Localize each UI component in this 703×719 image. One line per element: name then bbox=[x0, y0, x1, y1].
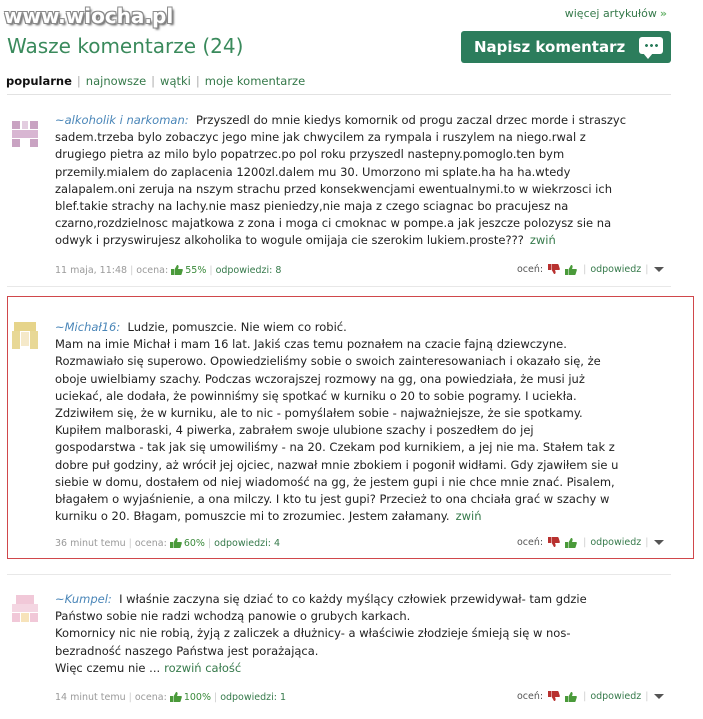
comment-divider bbox=[7, 286, 671, 287]
comment-author[interactable]: ~Kumpel: bbox=[55, 592, 112, 606]
rate-label: oceń: bbox=[517, 537, 544, 548]
replies-link[interactable]: odpowiedzi: 8 bbox=[215, 265, 282, 276]
more-articles-link[interactable] bbox=[565, 7, 667, 20]
collapse-link[interactable]: zwiń bbox=[455, 509, 482, 524]
avatar bbox=[8, 117, 42, 151]
collapse-link[interactable]: zwiń bbox=[529, 233, 556, 248]
thumbs-up-icon bbox=[170, 537, 182, 548]
reply-link[interactable]: odpowiedz bbox=[590, 264, 642, 275]
comment-line: błagałem o wyjaśnienie, a ona milczy. I kto tu jest gupi? Przecież to ona chciała grać w szachy w bbox=[55, 492, 610, 507]
thumbs-up-icon bbox=[170, 691, 182, 702]
rate-label: oceń: bbox=[517, 691, 544, 702]
rating-label: ocena: bbox=[134, 692, 167, 703]
comment-line: I właśnie zaczyna się dziać to co każdy myślący człowiek przewidywał- tam gdzie bbox=[119, 592, 587, 606]
reply-link[interactable]: odpowiedz bbox=[590, 691, 642, 702]
chevron-right-icon: » bbox=[659, 7, 667, 20]
thumbs-down-icon[interactable] bbox=[548, 264, 560, 275]
tab-najnowsze[interactable]: najnowsze bbox=[85, 74, 147, 88]
thumbs-up-icon bbox=[171, 264, 183, 275]
rating-value: 55% bbox=[185, 265, 207, 276]
comment-sort-tabs: popularne | najnowsze | wątki | moje komentarze bbox=[6, 74, 306, 88]
comment-line: Rozmawiało się superowo. Opowiedzieliśmy sobie o swoich zainteresowaniach i okazało się, że bbox=[55, 354, 601, 369]
comment-line: Kupiłem malboraski, 4 piwerka, zabrałem swoje ulubione szachy i poszedłem do jej bbox=[55, 423, 534, 438]
comment-bubble-icon bbox=[639, 37, 663, 54]
avatar bbox=[8, 592, 42, 626]
rating-value: 60% bbox=[183, 538, 205, 549]
tab-moje-komentarze[interactable]: moje komentarze bbox=[204, 74, 306, 88]
comment-line: Więc czemu nie ... bbox=[55, 660, 161, 675]
write-comment-label: Napisz komentarz bbox=[474, 38, 626, 56]
thumbs-down-icon[interactable] bbox=[548, 537, 560, 548]
comment-line: Państwo sobie nie radzi wchodzą panowie o grubych karkach. bbox=[55, 609, 411, 624]
comment-line: kurniku o 20. Błagam, pomuszcie mi to zrozumiec. Jestem załamany. bbox=[55, 509, 450, 524]
chevron-down-icon[interactable] bbox=[654, 694, 664, 699]
chevron-down-icon[interactable] bbox=[654, 540, 664, 545]
tab-watki[interactable]: wątki bbox=[160, 74, 191, 88]
comment-line: Komornicy nic nie robią, żyją z zaliczek a dłużnicy- a właściwie złodzieje śmieją się w nos- bbox=[55, 626, 571, 641]
chevron-down-icon[interactable] bbox=[654, 267, 664, 272]
comment-line: Mam na imie Michał i mam 16 lat. Jakiś czas temu poznałem na czacie fajną dziewczyne. bbox=[55, 337, 567, 352]
comment-line: uciekać, ale dodała, że powinniśmy się spotkać w kurniku o 20 to sobie pogramy. I uciekła. bbox=[55, 388, 577, 403]
comment-line: oboje uwielbiamy szachy. Podczas wczorajszej rozmowy na gg, ona powiedziała, że musi już bbox=[55, 371, 585, 386]
comment-line: gospodarstwa - tak jak się umowiliśmy - na 20. Czekam pod kurnikiem, a jej nie ma. Stałem tak z bbox=[55, 440, 615, 455]
comment: ~Michał16: Ludzie, pomuszcie. Nie wiem co robić. Mam na imie Michał i mam 16 lat. Jakiś czas temu poznałem na czacie fajną dziewczyne. Rozmawiało się superowo. Opowiedzieliśmy sobie o swoich zainteresowaniach i okazało się, że oboje uwielbiamy szachy. Podczas wczorajszej rozmowy na gg, ona powiedziała, że musi już uciekać, ale dodała, że powinniśmy się spotkać w kurniku o 20 to sobie pogramy. I uciekła. Zdziwiłem się, że w kurniku, ale to nic - pomyślałem sobie - najważniejsze, że sie spotkamy. Kupiłem malboraski, 4 piwerka, zabrałem swoje ulubione szachy i poszedłem do jej gospodarstwa - tak jak się umowiliśmy - na 20. Czekam pod kurnikiem, a jej nie ma. Stałem tak z dobre puł godziny, aż wrócił jej ojciec, nazwał mnie zbokiem i pogonił widłami. Gdy zjawiłem sie u siebie w domu, dostałem od niej wiadomość na gg, że jestem gupi i nie chce mnie znać. Pisalem, błagałem o wyjaśnienie, a ona milczy. I kto tu jest gupi? Przecież to ona chciała grać w szachy w kurniku o 20. Błagam, pomuszcie mi to zrozumiec. Jestem załamany. zwiń 36 minut temu | ocena: 60% | odpowiedzi: 4 oceń: | odpowiedz | bbox=[0, 297, 703, 559]
page-title: Wasze komentarze (24) bbox=[7, 34, 244, 58]
rating-value: 100% bbox=[183, 692, 211, 703]
comment-line: Ludzie, pomuszcie. Nie wiem co robić. bbox=[127, 320, 347, 334]
tab-popularne[interactable]: popularne bbox=[6, 74, 72, 88]
comment-line: sadem.trzeba bylo zobaczyc jego mine jak chwycilem za rympala i ruszylem na niego.rwal z bbox=[55, 130, 586, 145]
thumbs-down-icon[interactable] bbox=[548, 691, 560, 702]
comment-time: 11 maja, 11:48 bbox=[55, 265, 128, 276]
comment-line: blef.takie strachy na lachy.nie masz pieniedzy,nie maja z czego sciagnac bo pracujesz na bbox=[55, 199, 569, 214]
expand-link[interactable]: rozwiń całość bbox=[164, 660, 242, 675]
comment-author[interactable]: ~Michał16: bbox=[55, 320, 121, 334]
comment-time: 14 minut temu bbox=[55, 692, 126, 703]
comment-line: przemily.mialem do zaplacenia 1200zl.dalem mu 30. Umorzono mi splate.ha ha ha.wtedy bbox=[55, 164, 571, 179]
more-articles-label: więcej artykułów bbox=[564, 7, 657, 20]
replies-link[interactable]: odpowiedzi: 4 bbox=[214, 538, 281, 549]
comment-time: 36 minut temu bbox=[55, 538, 126, 549]
comment-line: dobre puł godziny, aż wrócił jej ojciec, nazwał mnie zbokiem i pogonił widłami. Gdy zjawiłem sie u bbox=[55, 457, 619, 472]
thumbs-up-icon[interactable] bbox=[565, 537, 577, 548]
comment: ~alkoholik i narkoman: Przyszedl do mnie kiedys komornik od progu zaczal drzec morde i straszyc sadem.trzeba bylo zobaczyc jego mine jak chwycilem za rympala i ruszylem na niego.rwal z drugiego pietra az milo bylo popatrzec.po pol roku przyszedl nastepny.pomoglo.ten bym przemily.mialem do zaplacenia 1200zl.dalem mu 30. Umorzono mi splate.ha ha ha.wtedy zalapalem.oni zeruja na nszym strachu przed konsekwencjami ewentualnymi.to w wiekrzosci ich blef.takie strachy na lachy.nie masz pieniedzy,nie maja z czego sciagnac bo pracujesz na czarno,rozdzielnosc majatkowa z zona i moga ci cmoknac w pompe.a jak jeszcze polozysz sie na odwyk i przyswirujesz alkoholika to wogule omijaja cie szerokim lukiem.proste??? zwiń 11 maja, 11:48 | ocena: 55% | odpowiedzi: 8 oceń: | odpowiedz | bbox=[0, 95, 703, 295]
comment-line: Zdziwiłem się, że w kurniku, ale to nic - pomyślałem sobie - najważniejsze, że sie spotkamy. bbox=[55, 406, 583, 421]
comment-line: Przyszedl do mnie kiedys komornik od progu zaczal drzec morde i straszyc bbox=[195, 113, 627, 127]
thumbs-up-icon[interactable] bbox=[565, 691, 577, 702]
comment-author[interactable]: ~alkoholik i narkoman: bbox=[55, 113, 189, 127]
comment-line: zalapalem.oni zeruja na nszym strachu przed konsekwencjami ewentualnymi.to w wiekrzosci ich bbox=[55, 181, 612, 196]
rating-label: ocena: bbox=[136, 265, 169, 276]
write-comment-button[interactable] bbox=[461, 31, 671, 63]
reply-link[interactable]: odpowiedz bbox=[590, 537, 642, 548]
rating-label: ocena: bbox=[134, 538, 167, 549]
thumbs-up-icon[interactable] bbox=[565, 264, 577, 275]
comment-line: czarno,rozdzielnosc majatkowa z zona i moga ci cmoknac w pompe.a jak jeszcze polozysz sie na bbox=[55, 216, 612, 231]
comment-divider bbox=[7, 574, 671, 575]
comment-line: bezradność naszego Państwa jest porażająca. bbox=[55, 643, 319, 658]
site-watermark: www.wiocha.pl bbox=[4, 4, 174, 28]
replies-link[interactable]: odpowiedzi: 1 bbox=[220, 692, 287, 703]
comment-line: drugiego pietra az milo bylo popatrzec.po pol roku przyszedl nastepny.pomoglo.ten bym bbox=[55, 147, 565, 162]
avatar bbox=[8, 319, 42, 353]
comment: ~Kumpel: I właśnie zaczyna się dziać to co każdy myślący człowiek przewidywał- tam gdzie Państwo sobie nie radzi wchodzą panowie o grubych karkach. Komornicy nic nie robią, żyją z zaliczek a dłużnicy- a właściwie złodzieje śmieją się w nos- bezradność naszego Państwa jest porażająca. Więc czemu nie ... rozwiń całość 14 minut temu | ocena: 100% | odpowiedzi: 1 oceń: | odpowiedz | bbox=[0, 575, 703, 719]
comment-line: siebie w domu, dostałem od niej wiadomość na gg, że jestem gupi i nie chce mnie znać. Pisalem, bbox=[55, 474, 615, 489]
comment-line: odwyk i przyswirujesz alkoholika to wogule omijaja cie szerokim lukiem.proste??? bbox=[55, 233, 524, 248]
rate-label: oceń: bbox=[517, 264, 544, 275]
